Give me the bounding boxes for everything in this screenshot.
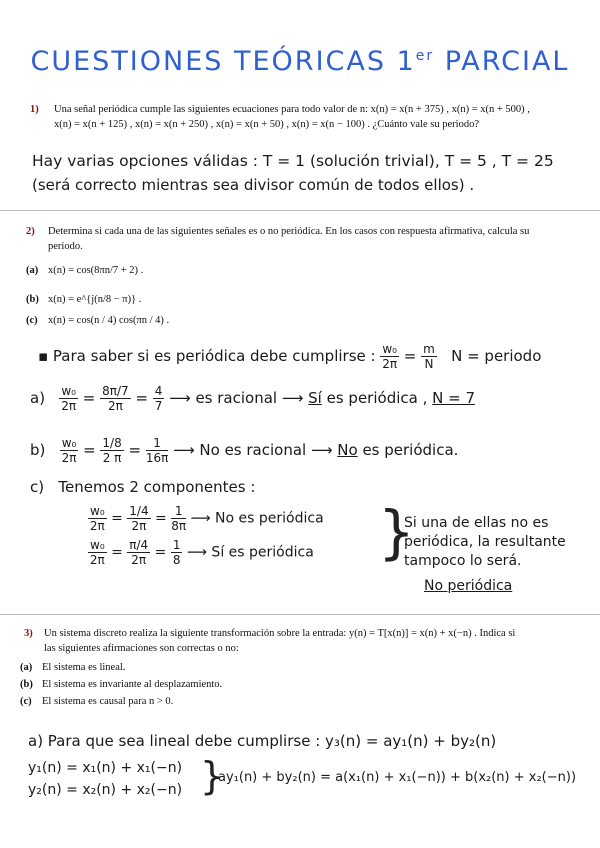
handwritten-answer-line: Hay varias opciones válidas : T = 1 (solución trivial), T = 5 , T = 25 [32, 152, 554, 170]
brace-icon: } [378, 498, 415, 566]
divider [0, 210, 600, 211]
handwritten-answer-b: b) $\frac{\text{w₀}}{2\pi}$ = $\frac{1/8}{2 \pi}$ = $\frac{1}{16\pi}$ ⟶ No es racional ⟶ No es periódica. [30, 436, 459, 465]
brace-icon: } [200, 754, 225, 798]
handwritten-answer-line: a) Para que sea lineal debe cumplirse : y₃(n) = ay₁(n) + by₂(n) [28, 732, 497, 750]
question-text-line: Una señal periódica cumple las siguientes ecuaciones para todo valor de n: x(n) = x(n + 375) , x(n) = x(n + 500) , [54, 104, 530, 115]
question-3-item-b: (b) El sistema es invariante al desplazamiento. [20, 679, 223, 690]
handwritten-answer-line: y₂(n) = x₂(n) + x₂(−n) [28, 782, 183, 798]
question-2-item-a: (a) x(n) = cos(8πn/7 + 2) . [26, 265, 144, 276]
question-number: 1) [30, 104, 39, 115]
question-3 [24, 626, 584, 656]
equation: x(n) = cos(n / 4) cos(πn / 4) . [48, 315, 170, 326]
handwritten-answer-line: ay₁(n) + by₂(n) = a(x₁(n) + x₁(−n)) + b(x₂(n) + x₂(−n)) [218, 770, 577, 785]
question-text-line: período. [48, 241, 83, 252]
handwritten-note: Si una de ellas no es periódica, la resultante tampoco lo será. [404, 515, 566, 569]
handwritten-criterion: ▪ Para saber si es periódica debe cumplirse : $\frac{\text{w₀}}{2\pi}$ = $\frac{m}{N}$ N = periodo [38, 342, 542, 371]
equation: x(n) = cos(8πn/7 + 2) . [48, 265, 144, 276]
question-2 [26, 224, 583, 254]
question-text-line: x(n) = x(n + 125) , x(n) = x(n + 250) , x(n) = x(n + 50) , x(n) = x(n − 100) . ¿Cuánto vale su periodo? [54, 119, 479, 130]
handwritten-answer-line: y₁(n) = x₁(n) + x₁(−n) [28, 760, 183, 776]
question-text-line: Determina si cada una de las siguientes señales es o no periódica. En los casos con respuesta afirmativa, calcula su [48, 226, 530, 237]
question-number: 2) [26, 226, 35, 237]
question-1 [30, 102, 584, 132]
question-number: 3) [24, 628, 33, 639]
page-title: CUESTIONES TEÓRICAS 1er PARCIAL [30, 46, 570, 77]
handwritten-conclusion: No periódica [424, 578, 513, 594]
question-2-item-b: (b) x(n) = e^{j(n/8 − π)} . [26, 294, 142, 305]
divider [0, 614, 600, 615]
handwritten-component-1: $\frac{\text{w₀}}{2\pi}$ = $\frac{1/4}{2\pi}$ = $\frac{1}{8\pi}$ ⟶ No es periódica [89, 504, 324, 533]
question-2-item-c: (c) x(n) = cos(n / 4) cos(πn / 4) . [26, 315, 170, 326]
question-text-line: las siguientes afirmaciones son correctas o no: [44, 643, 239, 654]
handwritten-answer-line: (será correcto mientras sea divisor común de todos ellos) . [32, 176, 475, 194]
handwritten-component-2: $\frac{\text{w₀}}{2\pi}$ = $\frac{\pi/4}{2\pi}$ = $\frac{1}{8}$ ⟶ Sí es periódica [89, 538, 314, 567]
question-text-line: Un sistema discreto realiza la siguiente transformación sobre la entrada: y(n) = T[x(n)] = x(n) + x(−n) . Indica si [44, 628, 516, 639]
handwritten-answer-c-intro: c) Tenemos 2 componentes : [30, 478, 256, 496]
question-3-item-c: (c) El sistema es causal para n > 0. [20, 696, 174, 707]
question-3-item-a: (a) El sistema es lineal. [20, 662, 126, 673]
handwritten-answer-a: a) $\frac{\text{w₀}}{2\pi}$ = $\frac{8\pi/7}{2\pi}$ = $\frac{4}{7}$ ⟶ es racional ⟶ Sí es periódica , N = 7 [30, 384, 476, 413]
equation: x(n) = e^{j(n/8 − π)} . [48, 294, 142, 305]
